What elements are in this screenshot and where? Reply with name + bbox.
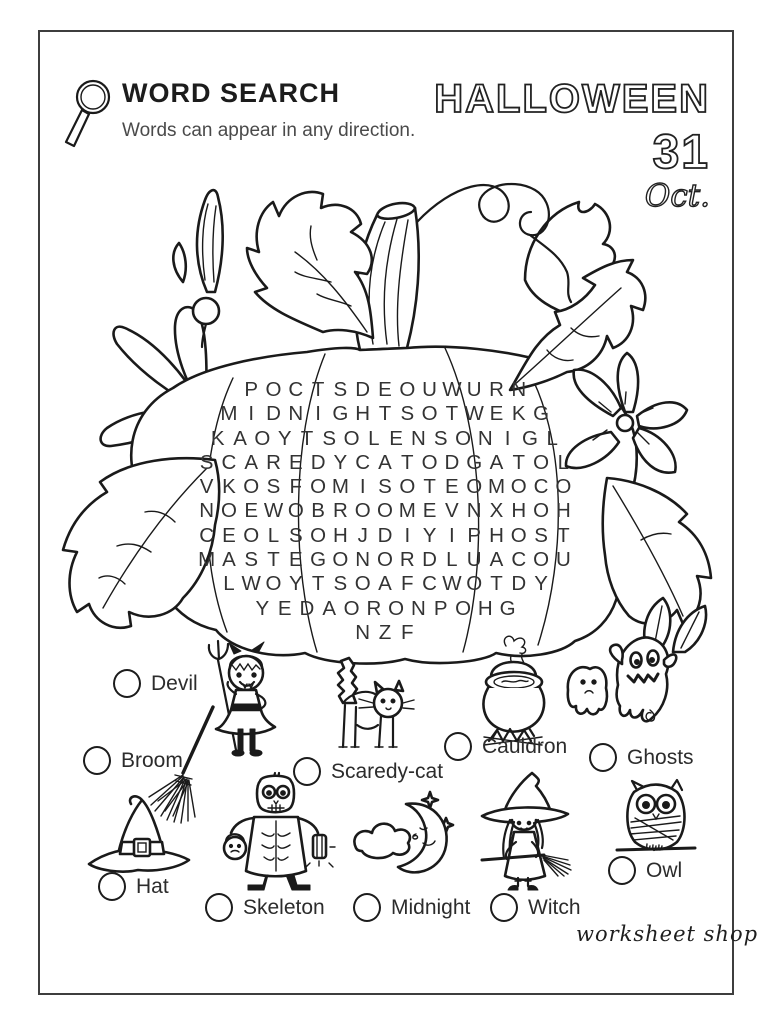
word-checkbox-owl[interactable] xyxy=(608,856,636,885)
grid-letter[interactable]: H xyxy=(489,523,504,547)
grid-letter[interactable]: Z xyxy=(378,620,392,644)
grid-letter[interactable]: T xyxy=(300,426,314,450)
grid-letter[interactable]: O xyxy=(399,475,416,499)
grid-letter[interactable]: T xyxy=(378,402,392,426)
grid-letter[interactable]: G xyxy=(499,596,516,620)
witch-illustration xyxy=(474,770,576,892)
grid-letter[interactable]: O xyxy=(533,450,550,474)
grid-letter[interactable]: H xyxy=(511,499,527,523)
grid-letter[interactable]: H xyxy=(555,499,571,523)
grid-letter[interactable]: O xyxy=(287,499,304,523)
word-label-devil: Devil xyxy=(151,671,198,695)
grid-letter[interactable]: I xyxy=(449,523,455,547)
grid-letter[interactable]: A xyxy=(322,596,337,620)
grid-letter[interactable]: F xyxy=(401,620,414,644)
grid-letter[interactable]: T xyxy=(423,475,436,499)
word-label-midnight: Midnight xyxy=(391,895,471,919)
word-label-witch: Witch xyxy=(528,895,581,919)
halloween-title: HALLOWEEN xyxy=(434,77,710,121)
grid-letter[interactable]: W xyxy=(442,572,462,596)
grid-letter[interactable]: A xyxy=(378,450,392,474)
grid-row xyxy=(0,475,770,499)
grid-letter[interactable]: U xyxy=(466,378,482,401)
grid-letter[interactable]: O xyxy=(455,596,472,620)
grid-letter[interactable]: B xyxy=(311,499,325,523)
leaf-upper-left xyxy=(247,192,373,338)
grid-letter[interactable]: G xyxy=(310,548,327,572)
grid-letter[interactable]: N xyxy=(466,499,482,523)
grid-letter[interactable]: P xyxy=(467,523,482,547)
grid-letter[interactable]: O xyxy=(466,475,483,499)
grid-letter[interactable]: E xyxy=(277,596,292,620)
grid-letter[interactable]: Y xyxy=(255,596,270,620)
grid-letter[interactable]: G xyxy=(332,402,349,426)
grid-letter[interactable]: R xyxy=(332,499,348,523)
grid-letter[interactable]: S xyxy=(288,523,303,547)
grid-letter[interactable]: O xyxy=(243,523,260,547)
grid-letter[interactable]: D xyxy=(310,450,326,474)
magnifier-icon xyxy=(60,74,120,152)
grid-letter[interactable]: N xyxy=(199,499,215,523)
grid-letter[interactable]: T xyxy=(445,402,459,426)
grid-letter[interactable]: P xyxy=(244,378,259,401)
grid-letter[interactable]: O xyxy=(455,426,472,450)
grid-letter[interactable]: U xyxy=(466,548,482,572)
grid-letter[interactable]: D xyxy=(511,572,527,596)
grid-letter[interactable]: A xyxy=(489,450,504,474)
grid-letter[interactable]: N xyxy=(288,402,304,426)
grid-letter[interactable]: S xyxy=(534,523,548,547)
grid-letter[interactable]: N xyxy=(511,378,527,401)
grid-row xyxy=(0,451,770,475)
grid-letter[interactable]: G xyxy=(533,402,550,426)
word-label-ghosts: Ghosts xyxy=(627,745,694,769)
grid-letter[interactable]: P xyxy=(433,596,448,620)
grid-letter[interactable]: W xyxy=(241,572,261,596)
grid-letter[interactable]: N xyxy=(477,426,493,450)
grid-letter[interactable]: A xyxy=(378,572,392,596)
grid-letter[interactable]: L xyxy=(223,572,235,596)
grid-letter[interactable]: K xyxy=(222,475,236,499)
grid-letter[interactable]: O xyxy=(310,475,327,499)
grid-row xyxy=(0,402,770,426)
grid-letter[interactable]: R xyxy=(366,596,382,620)
grid-letter[interactable]: A xyxy=(244,450,259,474)
grid-letter[interactable]: T xyxy=(557,523,570,547)
grid-letter[interactable]: H xyxy=(477,596,493,620)
grid-letter[interactable]: O xyxy=(343,426,360,450)
word-label-scaredy-cat: Scaredy-cat xyxy=(331,759,444,783)
grid-letter[interactable]: E xyxy=(222,523,236,547)
grid-letter[interactable]: S xyxy=(333,572,348,596)
grid-row xyxy=(0,524,770,548)
grid-letter[interactable]: T xyxy=(311,572,325,596)
word-checkbox-broom[interactable] xyxy=(83,746,111,775)
word-item-hat xyxy=(98,872,169,901)
grid-letter[interactable]: R xyxy=(489,378,504,401)
grid-letter[interactable]: O xyxy=(377,499,393,523)
skeleton-illustration xyxy=(218,771,336,893)
grid-letter[interactable]: A xyxy=(222,548,236,572)
grid-letter[interactable]: O xyxy=(510,475,527,499)
grid-letter[interactable]: O xyxy=(243,475,260,499)
grid-letter[interactable]: Y xyxy=(534,572,548,596)
grid-letter[interactable]: L xyxy=(267,523,280,547)
grid-letter[interactable]: V xyxy=(445,499,459,523)
grid-letter[interactable]: O xyxy=(354,499,371,523)
word-item-ghosts xyxy=(589,743,694,772)
grid-letter[interactable]: S xyxy=(378,475,392,499)
word-label-broom: Broom xyxy=(121,748,183,772)
grid-letter[interactable]: D xyxy=(444,450,460,474)
word-checkbox-midnight[interactable] xyxy=(353,893,381,922)
grid-letter[interactable]: O xyxy=(533,499,550,523)
grid-letter[interactable]: T xyxy=(401,450,414,474)
word-checkbox-devil[interactable] xyxy=(113,669,141,698)
grid-letter[interactable]: E xyxy=(489,402,504,426)
ghosts-illustration xyxy=(556,630,678,732)
word-item-owl xyxy=(608,856,682,885)
grid-letter[interactable]: O xyxy=(254,426,271,450)
grid-letter[interactable]: X xyxy=(489,499,504,523)
grid-row xyxy=(0,548,770,572)
halloween-day: 31 xyxy=(652,126,710,179)
page-subtitle: Words can appear in any direction. xyxy=(122,120,416,141)
grid-row xyxy=(0,572,770,596)
grid-letter[interactable]: R xyxy=(399,548,415,572)
grid-letter[interactable]: T xyxy=(267,548,280,572)
word-label-hat: Hat xyxy=(136,874,169,898)
grid-letter[interactable]: W xyxy=(263,499,284,523)
grid-letter[interactable]: R xyxy=(266,450,281,474)
grid-letter[interactable]: E xyxy=(244,499,259,523)
grid-letter[interactable]: I xyxy=(404,523,411,547)
grid-letter[interactable]: M xyxy=(220,402,238,426)
grid-letter[interactable]: C xyxy=(511,548,527,572)
grid-letter[interactable]: O xyxy=(421,402,438,426)
grid-letter[interactable]: O xyxy=(421,450,438,474)
cat-illustration xyxy=(323,653,415,761)
grid-letter[interactable]: F xyxy=(401,572,414,596)
word-item-skeleton xyxy=(205,893,325,922)
grid-letter[interactable]: S xyxy=(433,426,448,450)
grid-letter[interactable]: D xyxy=(377,523,393,547)
grid-letter[interactable]: O xyxy=(533,548,550,572)
grid-letter[interactable]: Y xyxy=(277,426,292,450)
grid-row xyxy=(0,621,770,645)
word-item-devil xyxy=(113,669,198,698)
grid-letter[interactable]: E xyxy=(378,378,392,401)
grid-letter[interactable]: S xyxy=(244,548,259,572)
brand-signature: worksheet shop xyxy=(576,922,759,946)
grid-letter[interactable]: C xyxy=(221,450,237,474)
grid-row xyxy=(0,378,770,402)
word-checkbox-cauldron[interactable] xyxy=(444,732,472,761)
hat-illustration xyxy=(86,790,194,878)
grid-letter[interactable]: O xyxy=(354,572,371,596)
grid-letter[interactable]: K xyxy=(210,426,225,450)
grid-letter[interactable]: O xyxy=(555,475,572,499)
grid-letter[interactable]: O xyxy=(220,499,237,523)
grid-letter[interactable]: O xyxy=(510,523,527,547)
grid-letter[interactable]: C xyxy=(422,572,437,596)
grid-row xyxy=(0,499,770,523)
grid-letter[interactable]: E xyxy=(288,450,303,474)
grid-letter[interactable]: D xyxy=(422,548,437,572)
grid-letter[interactable]: L xyxy=(557,450,570,474)
word-item-witch xyxy=(490,893,581,922)
grid-letter[interactable]: N xyxy=(411,426,426,450)
word-checkbox-witch[interactable] xyxy=(490,893,518,922)
grid-letter[interactable]: S xyxy=(199,450,214,474)
word-checkbox-skeleton[interactable] xyxy=(205,893,233,922)
grid-letter[interactable]: E xyxy=(288,548,303,572)
grid-row xyxy=(0,427,770,451)
grid-letter[interactable]: G xyxy=(466,450,483,474)
grid-letter[interactable]: T xyxy=(311,378,325,401)
owl-illustration xyxy=(613,778,699,860)
grid-letter[interactable]: T xyxy=(512,450,526,474)
word-item-broom xyxy=(83,746,183,775)
grid-letter[interactable]: H xyxy=(332,523,348,547)
grid-letter[interactable]: O xyxy=(332,548,349,572)
letter-grid[interactable] xyxy=(0,378,770,645)
grid-letter[interactable]: I xyxy=(504,426,511,450)
grid-letter[interactable]: M xyxy=(198,548,216,572)
grid-letter[interactable]: U xyxy=(422,378,437,401)
grid-letter[interactable]: O xyxy=(399,378,416,401)
grid-letter[interactable]: N xyxy=(355,548,371,572)
grid-letter[interactable]: S xyxy=(266,475,281,499)
grid-letter[interactable]: C xyxy=(288,378,304,401)
grid-letter[interactable]: N xyxy=(411,596,426,620)
grid-letter[interactable]: O xyxy=(377,548,393,572)
grid-letter[interactable]: E xyxy=(422,499,437,523)
grid-letter[interactable]: W xyxy=(442,378,462,401)
grid-letter[interactable]: U xyxy=(555,548,571,572)
grid-letter[interactable]: Y xyxy=(422,523,437,547)
grid-letter[interactable]: E xyxy=(445,475,459,499)
word-label-skeleton: Skeleton xyxy=(243,895,325,919)
grid-letter[interactable]: S xyxy=(400,402,415,426)
word-checkbox-hat[interactable] xyxy=(98,872,126,901)
grid-letter[interactable]: I xyxy=(359,475,366,499)
grid-letter[interactable]: O xyxy=(310,523,327,547)
grid-letter[interactable]: L xyxy=(446,548,458,572)
grid-letter[interactable]: O xyxy=(466,572,483,596)
grid-letter[interactable]: T xyxy=(490,572,503,596)
grid-letter[interactable]: N xyxy=(355,620,371,644)
grid-letter[interactable]: H xyxy=(355,402,371,426)
word-item-cauldron xyxy=(444,732,567,761)
moon-illustration xyxy=(348,790,456,878)
word-label-owl: Owl xyxy=(646,858,683,882)
grid-letter[interactable]: L xyxy=(546,426,558,450)
word-checkbox-ghosts[interactable] xyxy=(589,743,617,772)
grid-letter[interactable]: M xyxy=(398,499,416,523)
grid-letter[interactable]: I xyxy=(315,402,321,426)
grid-letter[interactable]: Y xyxy=(333,450,348,474)
grid-letter[interactable]: D xyxy=(355,378,371,401)
grid-letter[interactable]: D xyxy=(299,596,315,620)
grid-letter[interactable]: K xyxy=(511,402,526,426)
grid-letter[interactable]: L xyxy=(368,426,380,450)
grid-letter[interactable]: C xyxy=(533,475,549,499)
grid-letter[interactable]: S xyxy=(322,426,337,450)
grid-letter[interactable]: G xyxy=(521,426,538,450)
grid-letter[interactable]: O xyxy=(343,596,360,620)
halloween-month: Oct. xyxy=(644,178,710,213)
grid-letter[interactable]: A xyxy=(233,426,247,450)
grid-letter[interactable]: C xyxy=(355,450,371,474)
grid-letter[interactable]: E xyxy=(389,426,403,450)
word-checkbox-scaredy-cat[interactable] xyxy=(293,757,321,786)
grid-letter[interactable]: A xyxy=(489,548,504,572)
grid-letter[interactable]: I xyxy=(248,402,255,426)
grid-letter[interactable]: O xyxy=(265,572,282,596)
grid-letter[interactable]: O xyxy=(388,596,405,620)
grid-letter[interactable]: S xyxy=(333,378,348,401)
grid-letter[interactable]: O xyxy=(265,378,282,401)
grid-letter[interactable]: J xyxy=(357,523,368,547)
grid-letter[interactable]: V xyxy=(199,475,214,499)
grid-letter[interactable]: D xyxy=(266,402,281,426)
grid-letter[interactable]: M xyxy=(487,475,506,499)
grid-letter[interactable]: M xyxy=(331,475,349,499)
word-label-cauldron: Cauldron xyxy=(482,734,568,758)
word-item-scaredy-cat xyxy=(293,757,443,786)
word-item-midnight xyxy=(353,893,470,922)
page-title: WORD SEARCH xyxy=(122,78,340,108)
grid-letter[interactable]: Y xyxy=(288,572,303,596)
grid-letter[interactable]: W xyxy=(464,402,484,426)
grid-letter[interactable]: C xyxy=(199,523,215,547)
grid-row xyxy=(0,597,770,621)
grid-letter[interactable]: F xyxy=(289,475,303,499)
